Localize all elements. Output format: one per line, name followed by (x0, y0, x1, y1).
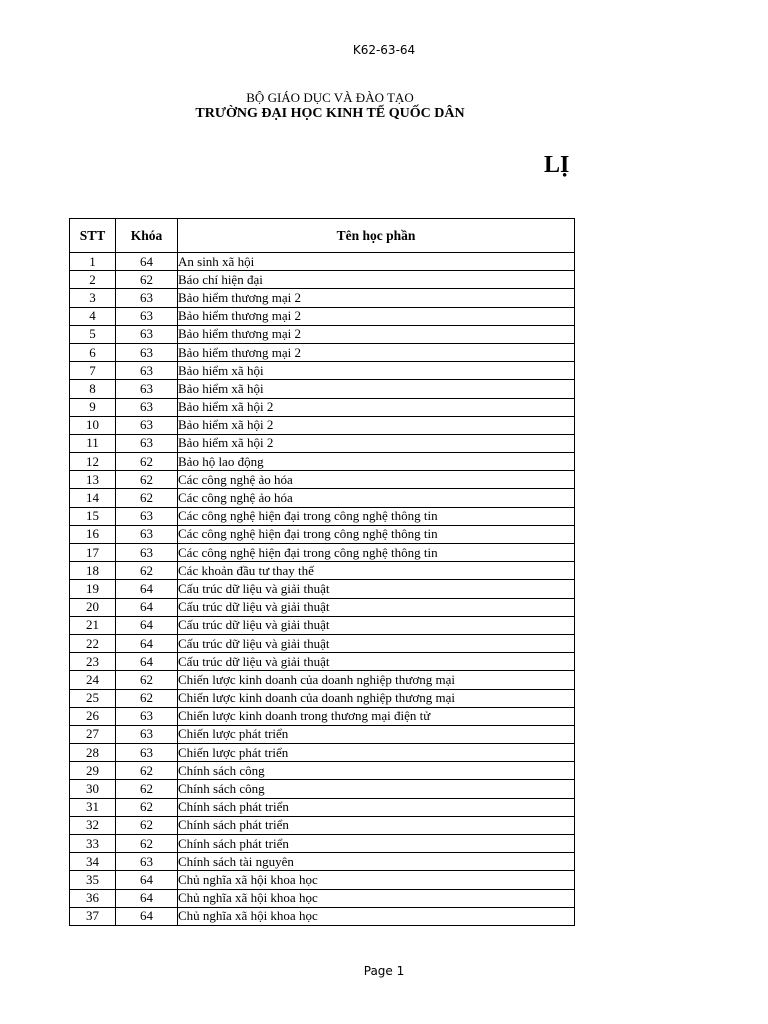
course-schedule-table (69, 218, 575, 926)
row-stt: 31 (70, 798, 116, 816)
row-khoa: 62 (116, 562, 178, 580)
row-course-name: Chủ nghĩa xã hội khoa học (178, 871, 575, 889)
row-course-name: Bảo hiểm xã hội 2 (178, 398, 575, 416)
row-khoa: 63 (116, 416, 178, 434)
row-khoa: 62 (116, 271, 178, 289)
row-stt: 12 (70, 453, 116, 471)
row-course-name: Chiến lược phát triển (178, 725, 575, 743)
row-stt: 18 (70, 562, 116, 580)
table-row (70, 616, 575, 634)
row-khoa: 64 (116, 598, 178, 616)
row-course-name: Các công nghệ hiện đại trong công nghệ thông tin (178, 544, 575, 562)
table-row (70, 453, 575, 471)
table-row (70, 634, 575, 652)
row-stt: 4 (70, 307, 116, 325)
row-course-name: Cấu trúc dữ liệu và giải thuật (178, 580, 575, 598)
table-row (70, 253, 575, 271)
row-stt: 24 (70, 671, 116, 689)
row-khoa: 64 (116, 634, 178, 652)
row-stt: 6 (70, 343, 116, 361)
table-row (70, 434, 575, 452)
row-khoa: 62 (116, 816, 178, 834)
row-course-name: Các khoản đầu tư thay thế (178, 562, 575, 580)
row-khoa: 63 (116, 362, 178, 380)
table-row (70, 907, 575, 925)
row-khoa: 63 (116, 307, 178, 325)
row-course-name: Các công nghệ ảo hóa (178, 489, 575, 507)
row-khoa: 64 (116, 871, 178, 889)
row-stt: 33 (70, 835, 116, 853)
table-row (70, 816, 575, 834)
row-course-name: Chính sách phát triển (178, 835, 575, 853)
table-row (70, 762, 575, 780)
table-row (70, 380, 575, 398)
table-row (70, 325, 575, 343)
row-khoa: 63 (116, 853, 178, 871)
row-khoa: 63 (116, 325, 178, 343)
row-khoa: 63 (116, 525, 178, 543)
table-row (70, 289, 575, 307)
row-course-name: Bảo hộ lao động (178, 453, 575, 471)
table-row (70, 398, 575, 416)
row-course-name: An sinh xã hội (178, 253, 575, 271)
table-row (70, 525, 575, 543)
table-row (70, 653, 575, 671)
row-stt: 32 (70, 816, 116, 834)
row-khoa: 64 (116, 907, 178, 925)
row-khoa: 64 (116, 889, 178, 907)
row-khoa: 62 (116, 689, 178, 707)
table-row (70, 707, 575, 725)
row-course-name: Chính sách tài nguyên (178, 853, 575, 871)
table-row (70, 889, 575, 907)
row-course-name: Cấu trúc dữ liệu và giải thuật (178, 634, 575, 652)
row-khoa: 63 (116, 343, 178, 361)
page-number: Page 1 (363, 964, 405, 978)
table-row (70, 580, 575, 598)
row-stt: 29 (70, 762, 116, 780)
row-stt: 13 (70, 471, 116, 489)
row-stt: 37 (70, 907, 116, 925)
row-khoa: 63 (116, 380, 178, 398)
row-khoa: 64 (116, 616, 178, 634)
row-course-name: Chiến lược phát triển (178, 744, 575, 762)
row-course-name: Bảo hiểm thương mại 2 (178, 325, 575, 343)
table-row (70, 544, 575, 562)
row-stt: 34 (70, 853, 116, 871)
row-course-name: Bảo hiểm thương mại 2 (178, 343, 575, 361)
row-stt: 7 (70, 362, 116, 380)
table-row (70, 798, 575, 816)
ministry-name: BỘ GIÁO DỤC VÀ ĐÀO TẠO (246, 90, 414, 105)
row-stt: 35 (70, 871, 116, 889)
page-title: LỊ (544, 152, 570, 178)
row-khoa: 63 (116, 289, 178, 307)
column-header-course-name: Tên học phần (178, 219, 575, 253)
row-course-name: Các công nghệ hiện đại trong công nghệ thông tin (178, 525, 575, 543)
row-khoa: 63 (116, 544, 178, 562)
row-stt: 25 (70, 689, 116, 707)
row-stt: 19 (70, 580, 116, 598)
row-course-name: Bảo hiểm xã hội 2 (178, 434, 575, 452)
row-stt: 30 (70, 780, 116, 798)
row-khoa: 64 (116, 580, 178, 598)
row-khoa: 63 (116, 707, 178, 725)
row-course-name: Cấu trúc dữ liệu và giải thuật (178, 653, 575, 671)
row-course-name: Chủ nghĩa xã hội khoa học (178, 889, 575, 907)
row-course-name: Bảo hiểm thương mại 2 (178, 307, 575, 325)
table-row (70, 362, 575, 380)
row-khoa: 62 (116, 471, 178, 489)
row-course-name: Chiến lược kinh doanh của doanh nghiệp thương mại (178, 689, 575, 707)
row-khoa: 62 (116, 453, 178, 471)
row-khoa: 62 (116, 671, 178, 689)
table-row (70, 725, 575, 743)
table-row (70, 416, 575, 434)
row-khoa: 62 (116, 835, 178, 853)
row-khoa: 63 (116, 398, 178, 416)
row-khoa: 62 (116, 762, 178, 780)
table-row (70, 471, 575, 489)
table-row (70, 489, 575, 507)
row-course-name: Bảo hiểm xã hội (178, 380, 575, 398)
table-row (70, 271, 575, 289)
row-khoa: 62 (116, 780, 178, 798)
row-khoa: 62 (116, 489, 178, 507)
table-row (70, 343, 575, 361)
row-course-name: Chính sách công (178, 762, 575, 780)
table-row (70, 835, 575, 853)
row-course-name: Chiến lược kinh doanh trong thương mại điện tử (178, 707, 575, 725)
row-course-name: Bảo hiểm xã hội 2 (178, 416, 575, 434)
row-stt: 23 (70, 653, 116, 671)
column-header-khoa: Khóa (116, 219, 178, 253)
table-row (70, 507, 575, 525)
row-khoa: 63 (116, 434, 178, 452)
row-course-name: Chính sách công (178, 780, 575, 798)
table-row (70, 598, 575, 616)
row-khoa: 63 (116, 744, 178, 762)
row-khoa: 63 (116, 507, 178, 525)
table-row (70, 671, 575, 689)
row-stt: 14 (70, 489, 116, 507)
row-stt: 5 (70, 325, 116, 343)
row-course-name: Bảo hiểm thương mại 2 (178, 289, 575, 307)
row-course-name: Báo chí hiện đại (178, 271, 575, 289)
table-row (70, 871, 575, 889)
row-course-name: Các công nghệ ảo hóa (178, 471, 575, 489)
table-row (70, 689, 575, 707)
row-stt: 2 (70, 271, 116, 289)
table-row (70, 307, 575, 325)
row-stt: 36 (70, 889, 116, 907)
row-stt: 1 (70, 253, 116, 271)
row-stt: 20 (70, 598, 116, 616)
row-khoa: 63 (116, 725, 178, 743)
row-stt: 28 (70, 744, 116, 762)
row-course-name: Bảo hiểm xã hội (178, 362, 575, 380)
row-stt: 15 (70, 507, 116, 525)
row-khoa: 64 (116, 653, 178, 671)
row-khoa: 64 (116, 253, 178, 271)
row-stt: 10 (70, 416, 116, 434)
table-header-row (70, 219, 575, 253)
row-stt: 9 (70, 398, 116, 416)
row-stt: 11 (70, 434, 116, 452)
row-course-name: Các công nghệ hiện đại trong công nghệ thông tin (178, 507, 575, 525)
row-stt: 21 (70, 616, 116, 634)
table-row (70, 744, 575, 762)
row-course-name: Chính sách phát triển (178, 816, 575, 834)
row-stt: 22 (70, 634, 116, 652)
row-course-name: Chính sách phát triển (178, 798, 575, 816)
university-name: TRƯỜNG ĐẠI HỌC KINH TẾ QUỐC DÂN (195, 106, 465, 121)
row-course-name: Chủ nghĩa xã hội khoa học (178, 907, 575, 925)
row-course-name: Cấu trúc dữ liệu và giải thuật (178, 616, 575, 634)
row-khoa: 62 (116, 798, 178, 816)
row-stt: 3 (70, 289, 116, 307)
row-stt: 16 (70, 525, 116, 543)
table-body (70, 253, 575, 926)
column-header-stt: STT (70, 219, 116, 253)
row-stt: 27 (70, 725, 116, 743)
row-course-name: Cấu trúc dữ liệu và giải thuật (178, 598, 575, 616)
table-row (70, 562, 575, 580)
row-course-name: Chiến lược kinh doanh của doanh nghiệp thương mại (178, 671, 575, 689)
document-code: K62-63-64 (352, 43, 416, 57)
table-row (70, 853, 575, 871)
row-stt: 17 (70, 544, 116, 562)
table-row (70, 780, 575, 798)
row-stt: 8 (70, 380, 116, 398)
row-stt: 26 (70, 707, 116, 725)
